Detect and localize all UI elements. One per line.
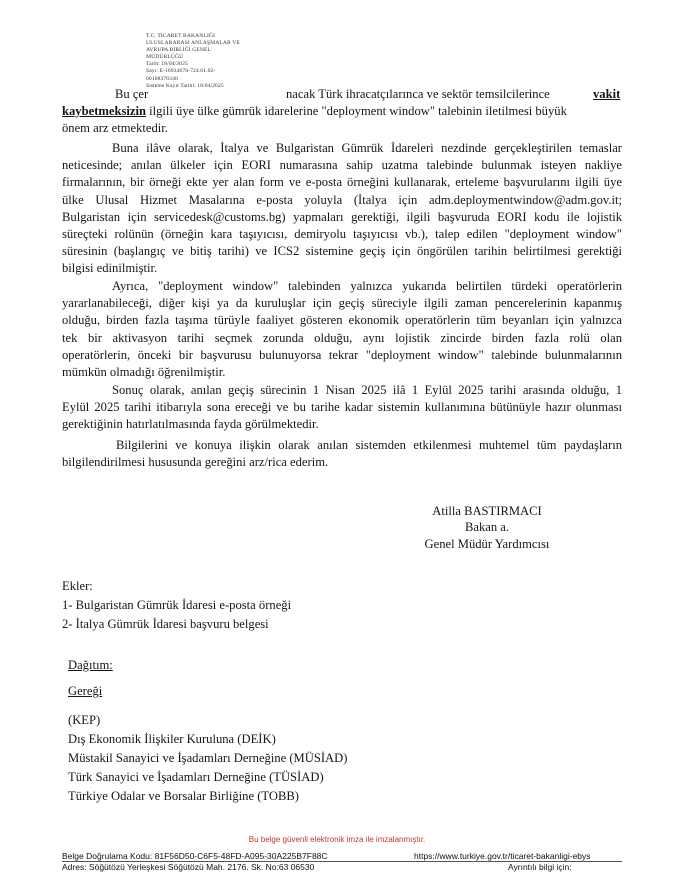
paragraph-3-line: Ayrıca, "deployment window" talebinden yalnızca yukarıda belirtilen türdeki operatörlerin bbox=[112, 279, 622, 293]
stamp-line: Sayı: E-16934678-724.01.02- bbox=[146, 68, 216, 75]
attachment-item: 2- İtalya Gümrük İdaresi başvuru belgesi bbox=[62, 617, 269, 631]
emphasis-vakit: vakit bbox=[593, 87, 621, 101]
paragraph-3-line: operatörlerin, önceki bir başvurusu bulunuyorsa tekrar "deployment window" talebinde bulunmalarının bbox=[62, 347, 622, 362]
footer-info: Ayrıntılı bilgi için: bbox=[508, 862, 572, 872]
paragraph-2-line: firmalarının, bir örneği ekte yer alan form ve e-posta örneğini kullanarak, erteleme başvurularını ilgili üye bbox=[62, 175, 622, 190]
paragraph-1-line-2-rest: ilgili üye ülke gümrük idarelerine "deployment window" talebinin iletilmesi büyük bbox=[145, 104, 567, 118]
stamp-line: Sisteme Kayıt Tarihi: 18/04/2025 bbox=[146, 82, 224, 89]
paragraph-2-line: ülke Ulusal Hizmet Masalarına e-posta yoluyla (İtalya için adm.deploymentwindow@adm.gov.it; bbox=[62, 192, 622, 207]
paragraph-2-line: bilgisi edinilmiştir. bbox=[62, 261, 158, 276]
paragraph-1-line-3: önem arz etmektedir. bbox=[62, 121, 168, 135]
signature-block bbox=[402, 503, 572, 552]
stamp-line: MÜDÜRLÜĞÜ bbox=[146, 54, 184, 61]
paragraph-3-line: tek bir aktivasyon tarihi seçmek zorunda olduğu, aynı lojistik zincirde birden fazla rolü olan bbox=[62, 330, 622, 345]
paragraph-5 bbox=[62, 437, 622, 471]
paragraph-2-line: neticesinde; anılan ülkeler için EORI numarasına sahip uzatma talebinde bulunmak isteyen nakliye bbox=[62, 158, 622, 173]
paragraph-1-start: Bu çer bbox=[115, 87, 149, 101]
paragraph-3-line: olduğu, birden fazla taşıma türüyle faaliyet gösteren ekonomik operatörlerin tüm beyanları için yalnızca bbox=[62, 313, 622, 328]
distribution-item: Türk Sanayici ve İşadamları Derneğine (TÜSİAD) bbox=[68, 770, 324, 784]
signatory-title-1: Bakan a. bbox=[464, 520, 510, 535]
stamp-line: Tarih: 18/04/2025 bbox=[146, 61, 188, 68]
paragraph-5-line: bilgilendirilmesi hususunda gereğini arz/rica ederim. bbox=[62, 455, 329, 470]
distribution-subheading: Gereği bbox=[68, 684, 103, 698]
stamp-line: AVRUPA BİRLİĞİ GENEL bbox=[146, 47, 212, 54]
paragraph-4-line: Eylül 2025 tarihi itibarıyla sona ereceği ve bu tarihe kadar sistemin kullanımına bütünüyle hazır olunması bbox=[62, 400, 622, 415]
paragraph-4-line: Sonuç olarak, anılan geçiş sürecinin 1 Nisan 2025 ilâ 1 Eylül 2025 tarihi arasında olduğu, 1 bbox=[112, 383, 622, 397]
paragraph-5-line: Bilgilerini ve konuya ilişkin olarak anılan sistemden etkilenmesi muhtemel tüm paydaşların bbox=[116, 438, 622, 452]
paragraph-3-line: mümkün olmadığı öğrenilmiştir. bbox=[62, 365, 226, 380]
attachment-item: 1- Bulgaristan Gümrük İdaresi e-posta örneği bbox=[62, 598, 292, 612]
paragraph-2 bbox=[62, 140, 622, 278]
paragraph-4-line: gerektiğinin hatırlatılmasında fayda görülmektedir. bbox=[62, 417, 319, 432]
emphasis-kaybetmeksizin: kaybetmeksizin bbox=[62, 104, 146, 118]
distribution-item: Türkiye Odalar ve Borsalar Birliğine (TOBB) bbox=[68, 789, 299, 803]
e-signature-note: Bu belge güvenli elektronik imza ile imzalanmıştır. bbox=[248, 835, 426, 844]
stamp-line: T.C. TİCARET BAKANLIĞI bbox=[146, 33, 216, 39]
stamp-line: ULUSLARARASI ANLAŞMALAR VE bbox=[146, 40, 240, 47]
paragraph-1-line-2 bbox=[62, 104, 567, 119]
distribution-section bbox=[68, 656, 347, 806]
paragraph-1-line-1: nacak Türk ihracatçılarınca ve sektör temsilcilerince bbox=[286, 87, 550, 101]
attachments-heading: Ekler: bbox=[62, 579, 93, 593]
paragraph-2-line: Buna ilâve olarak, İtalya ve Bulgaristan Gümrük İdareleri nezdinde gerçekleştirilen temaslar bbox=[112, 141, 622, 155]
signatory-name: Atilla BASTIRMACI bbox=[432, 504, 542, 518]
document-registry-stamp bbox=[146, 33, 240, 90]
distribution-heading: Dağıtım: bbox=[68, 658, 113, 672]
paragraph-2-line: süreçteki rolünün (örneğin kara taşıyıcısı, demiryolu taşıyıcısı vb.), talep edilen "deployment window" bbox=[62, 227, 622, 242]
distribution-item: (KEP) bbox=[68, 713, 101, 727]
distribution-item: Dış Ekonomik İlişkiler Kuruluna (DEİK) bbox=[68, 732, 276, 746]
paragraph-4 bbox=[62, 382, 622, 434]
footer-address: Adres: Söğütözü Yerleşkesi Söğütözü Mah. 2176. Sk. No:63 06530 bbox=[62, 862, 315, 872]
signatory-title-2: Genel Müdür Yardımcısı bbox=[424, 536, 550, 551]
paragraph-2-line: süresinin (başlangıç ve bitiş tarihi) ve ICS2 sistemine geçiş için öngörülen tarihin belirtilmesi gerektiği bbox=[62, 244, 622, 259]
attachments-section bbox=[62, 577, 291, 634]
paragraph-3 bbox=[62, 278, 622, 381]
distribution-item: Müstakil Sanayici ve İşadamları Derneğine (MÜSİAD) bbox=[68, 751, 348, 765]
verification-code: Belge Doğrulama Kodu: 81F56D50-C6F5-48FD-A095-30A225B7F88C bbox=[62, 851, 328, 861]
paragraph-2-line: Bulgaristan için servicedesk@customs.bg) yapmaları gerektiği, ilgili başvuruda EORI kodu ile lojistik bbox=[62, 209, 622, 224]
paragraph-3-line: yararlanabileceği, diğer kişi ya da kuruluşlar için geçiş süreciyle ilgili zaman pencerelerinin kapanmış bbox=[62, 296, 622, 311]
stamp-line: 00108376340 bbox=[146, 75, 178, 82]
verification-url-link[interactable]: https://www.turkiye.gov.tr/ticaret-bakanligi-ebys bbox=[414, 851, 591, 861]
